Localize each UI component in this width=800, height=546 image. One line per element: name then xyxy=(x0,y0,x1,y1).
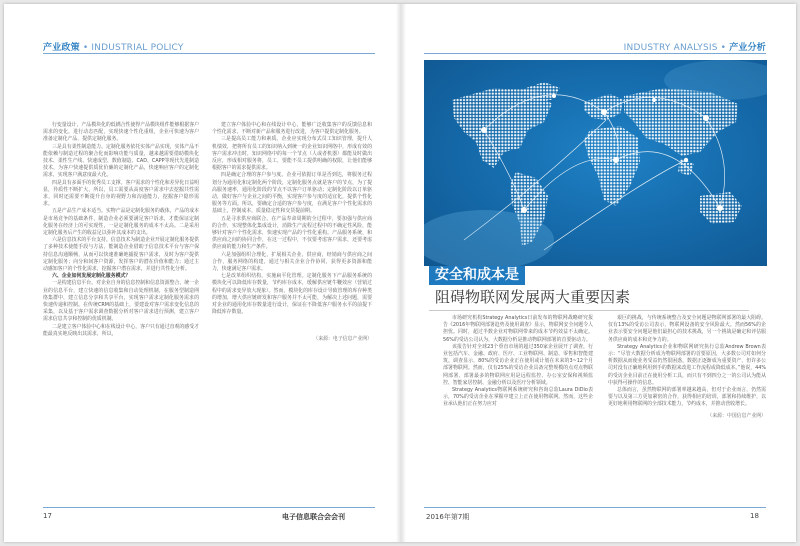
left-page-column-2 xyxy=(212,122,372,344)
paragraph: 三是具有柔性制造能力。定制化服务依托实体产品实现，实体产品不能依赖与制造过程的聚合化而影响功能与质量，越来越需要借助模块化技术、柔性生产线、快速成型、数值制造、CAD、CAPP等现代先进制造技术，为客户快速提供质优价廉的定制化产品，快速响应客户的定制化需求，实现客户满意度最大化。 xyxy=(43,143,199,179)
publication-name: 电子信息联合会会刊 xyxy=(282,513,345,521)
article-title-highlight: 安全和成本是 xyxy=(429,266,525,285)
right-page xyxy=(400,4,796,542)
right-header-rule xyxy=(424,53,766,54)
paragraph: 市场研究机构Strategy Analytics日前发布的物联网战略研究报告《2016年物联网部署趋势及使用调查》显示，物联网安全问题令人担忧。同时，超过半数企业对物联网带来的成本节约效益不太确定。56%的受访公司认为，大数据分析是推动物联网部署的首要驱动力。 xyxy=(443,315,593,343)
magazine-spread xyxy=(4,4,796,542)
header-section-cn: 产业分析 xyxy=(729,43,766,53)
left-header-rule xyxy=(43,53,375,54)
paragraph: 总体而言，虽然物联网的部署率越来越高，但对于企业而言，仍然需要与以及第三方更加紧密的合作，获得相应的培训，部署和持续维护，以更好地利用物联网的全部技术能力，节约成本，并推动营收增长。 xyxy=(608,387,766,408)
paragraph: 艰巨的挑战，与传统系统整合及安全问题是物联网部署的最大阻碍。仅有13%的受访公司表示，物联网设备的安全风险最大。然而56%的企业表示要安全问题是他们最担心的技术挑战，另一个挑战是确定和评估服务供应商的成本和竞争力的。 xyxy=(608,315,766,343)
paragraph: 行变量设计，产品模块化的低耦合性使得产品模块组件能够根据客户需求的变化，进行动态匹配，实现快速个性化重组，企业可快速为客户准备定制化产品，提供定制化服务。 xyxy=(43,122,199,143)
paragraph: 六是加强组织合理化，扩展相关企业，供应商，经销商与供应商之间合作，服务网络的构建，通过与相关企业合作协同，获得更多资源和能力，快速满足客户需求。 xyxy=(212,251,372,273)
paragraph: 三是提高员工能力和素质。企业应实现分布式员工知识管理，提升人机绩效，把将所有员工的知识纳入到统一的企业知识网络中，形成有效的客户需求冲击时，知识网络中的每一个节点（人或者机器）都能及时做出反应，形成相对服务将，员工，要能不员工提供明确的权限，让他们能够根据客户的需求提供需求。 xyxy=(212,136,372,172)
source-credit: （来源：中国信息产业网） xyxy=(707,412,766,419)
header-separator: • xyxy=(720,43,727,53)
title-rule xyxy=(429,310,749,311)
world-map-network-illustration xyxy=(424,60,767,266)
paragraph: Strategy Analytics企业和物联网研究执行总监Andrew Brown表示：“尽管大数据分析成为物联网部署的首要原因，大多数公司对如何分析数据从而使业务受益仍然很困惑。数据正逐渐成为重要资产，但许多公司对没有正确地利用到手的数据来改进工作流程或降低成本。”他说，44%的受访企业目前正在使用分析工具，而只有不到四分之一的公司认为能从中获得可操作的信息。 xyxy=(608,343,766,386)
paragraph: 五是寻求供应商联合。在产品寿命周期的全过程中，要加强与供应商的合作，实现整体化集成设计，消除生产流程过程中的不确定性风险，能够针对客户个性化需求，快速实现产品的个性化重构。产品服务系统，和供应商之间的协同合作，在这一过程中，不仅要考虑客户需求，还要考虑供应商的能力和生产条件。 xyxy=(212,215,372,251)
paragraph: 七是改革组织结构，实施扁平化管理。定制化服务下产品服务系统的模块化可以降低库存数量，节约库存成本，缓解供应链牛鞭效应（营销过程中的需求变异放大现象）。然而，模块化的库存设计导致管理的库存种类的增加，增大供应链研发和客户服务并不太可能，为解决上述问题，需要对企业的通用化库存数量进行设计，保证在不降低客户服务水平的前提下降低库存数量。 xyxy=(212,273,372,316)
left-running-header xyxy=(43,40,184,53)
right-footer-rule xyxy=(424,507,766,508)
paragraph: 五是产品生产成本适当。实物产品是定制化服务的载体，产品的成本是市场竞争的基础条件，制造企业必须要满足客户诉求，才能保证定制化服务在经济上的可实现性，一是定制化服务的成本不太高。二是采用定制化服务后产生的收益足以弥补其成本的支出。 xyxy=(43,208,199,237)
right-running-header xyxy=(624,40,766,53)
issue-label: 2016年第7期 xyxy=(426,513,470,521)
spine-gutter xyxy=(396,4,406,542)
paragraph: 该报告针对全球23个垂直市场的超过350家企业展开了调查，行业包括汽车、金融、政府、医疗、工业物联网、制造、零售和智能建筑。调查显示，80%的受访企业正在使用或计划在未来的3~12个月部署物联网。然而，仅有25%的受访企业具备完整规模的点对点物联网部署，部署最多的物联网应用是远程监控、办公室安保和视频监控、智能家居控制、金融分析以及医疗分析领域。 xyxy=(443,343,593,386)
paragraph: 四是具有多面手的优秀员工支撑。客户需求的个性化和差异化日益明显，异质性不断扩大，所以，员工需要从高度客户需求中去挖掘共性需求，同时还需要不断提升自身的视野力和沟通能力，挖掘客户隐形需求。 xyxy=(43,179,199,208)
header-section-en: INDUSTRIAL POLICY xyxy=(91,43,184,53)
left-page-column-1 xyxy=(43,122,199,338)
header-separator: • xyxy=(82,43,89,53)
header-section-cn: 产业政策 xyxy=(43,43,80,53)
article-title: 阻碍物联网发展两大重要因素 xyxy=(435,288,631,306)
section-subheading: 六、企业如何发展定制化服务模式？ xyxy=(52,273,131,280)
source-credit: （来源：电子信息产业网） xyxy=(313,336,372,343)
paragraph: 六是信息技术的平台支持。信息技术为制造企业开展定制化服务提供了多种技术使能手段与方法，能制造企业借助于信息技术平台与客户保持信息沟通顺畅，从而可以快速准确地捕捉客户需求，及时为客户提供定制化服务；向分和间客户资源，发挥客户的潜在价值和能力；通过主动感知客户的个性化需求，挖掘客户潜在需求，并进行共性化分析。 xyxy=(43,237,199,273)
paragraph: 一是构建信息平台。对企业自身的信息控制和信息资源整合，统一企业的信息平台，建立快速的信息收集和自动处理机制，在服务型制造网络集群中，建立信息分享和共享平台，实现客户需求定制化服务需求的快速传递和控制。在传统CRM的基础上，要建设对客户需求变化信息的采集，以及基于客户需求调查数据分析对客户需求进行预测，建立客户需求信息共享和控制的优质机制。 xyxy=(43,280,199,323)
paragraph: 建立客户体验中心和在线设计中心，能够广泛收集客户的反馈信息和个性化需求，不断对新产品和服务进行改进，为客户提供定制化服务。 xyxy=(212,122,372,136)
right-page-number: 18 xyxy=(750,512,759,520)
left-footer-rule xyxy=(43,507,375,508)
world-map-icon xyxy=(424,60,767,266)
right-page-column-1 xyxy=(443,315,593,409)
paragraph: 二是建立客户体验中心和在线设计中心，客户只有通过直观的感受才能最真实地反映出其需求，所以， xyxy=(43,323,199,337)
left-page xyxy=(4,4,400,542)
left-page-number: 17 xyxy=(43,512,52,520)
paragraph: Strategy Analytics物联网系统研究和咨询总监Laura DiDio表示，70%的受访企业在掌握中建立上正在使用物联网。然而，这些企业承认他们正在努力应对 xyxy=(443,387,593,408)
paragraph: 四是确定合理的客户参与度。企业可依据订单是否到达，将服务过程划分为通用化和定制化两个阶段，定制化服务点就是客户的节点，为了提高服务速率，通用化阶段的节点不以客户订单驱动；定制化阶段以订单驱动，做好客户与企业之间的平衡，实现客户参与度的适宜化，提供个性化服务等方面。所以，要确定合适的客户参与度，在满足客户个性化需求的基础上，控制成本，质量稳定性和交货提前期。 xyxy=(212,172,372,215)
right-page-column-2 xyxy=(608,315,766,420)
header-section-en: INDUSTRY ANALYSIS xyxy=(623,43,718,53)
